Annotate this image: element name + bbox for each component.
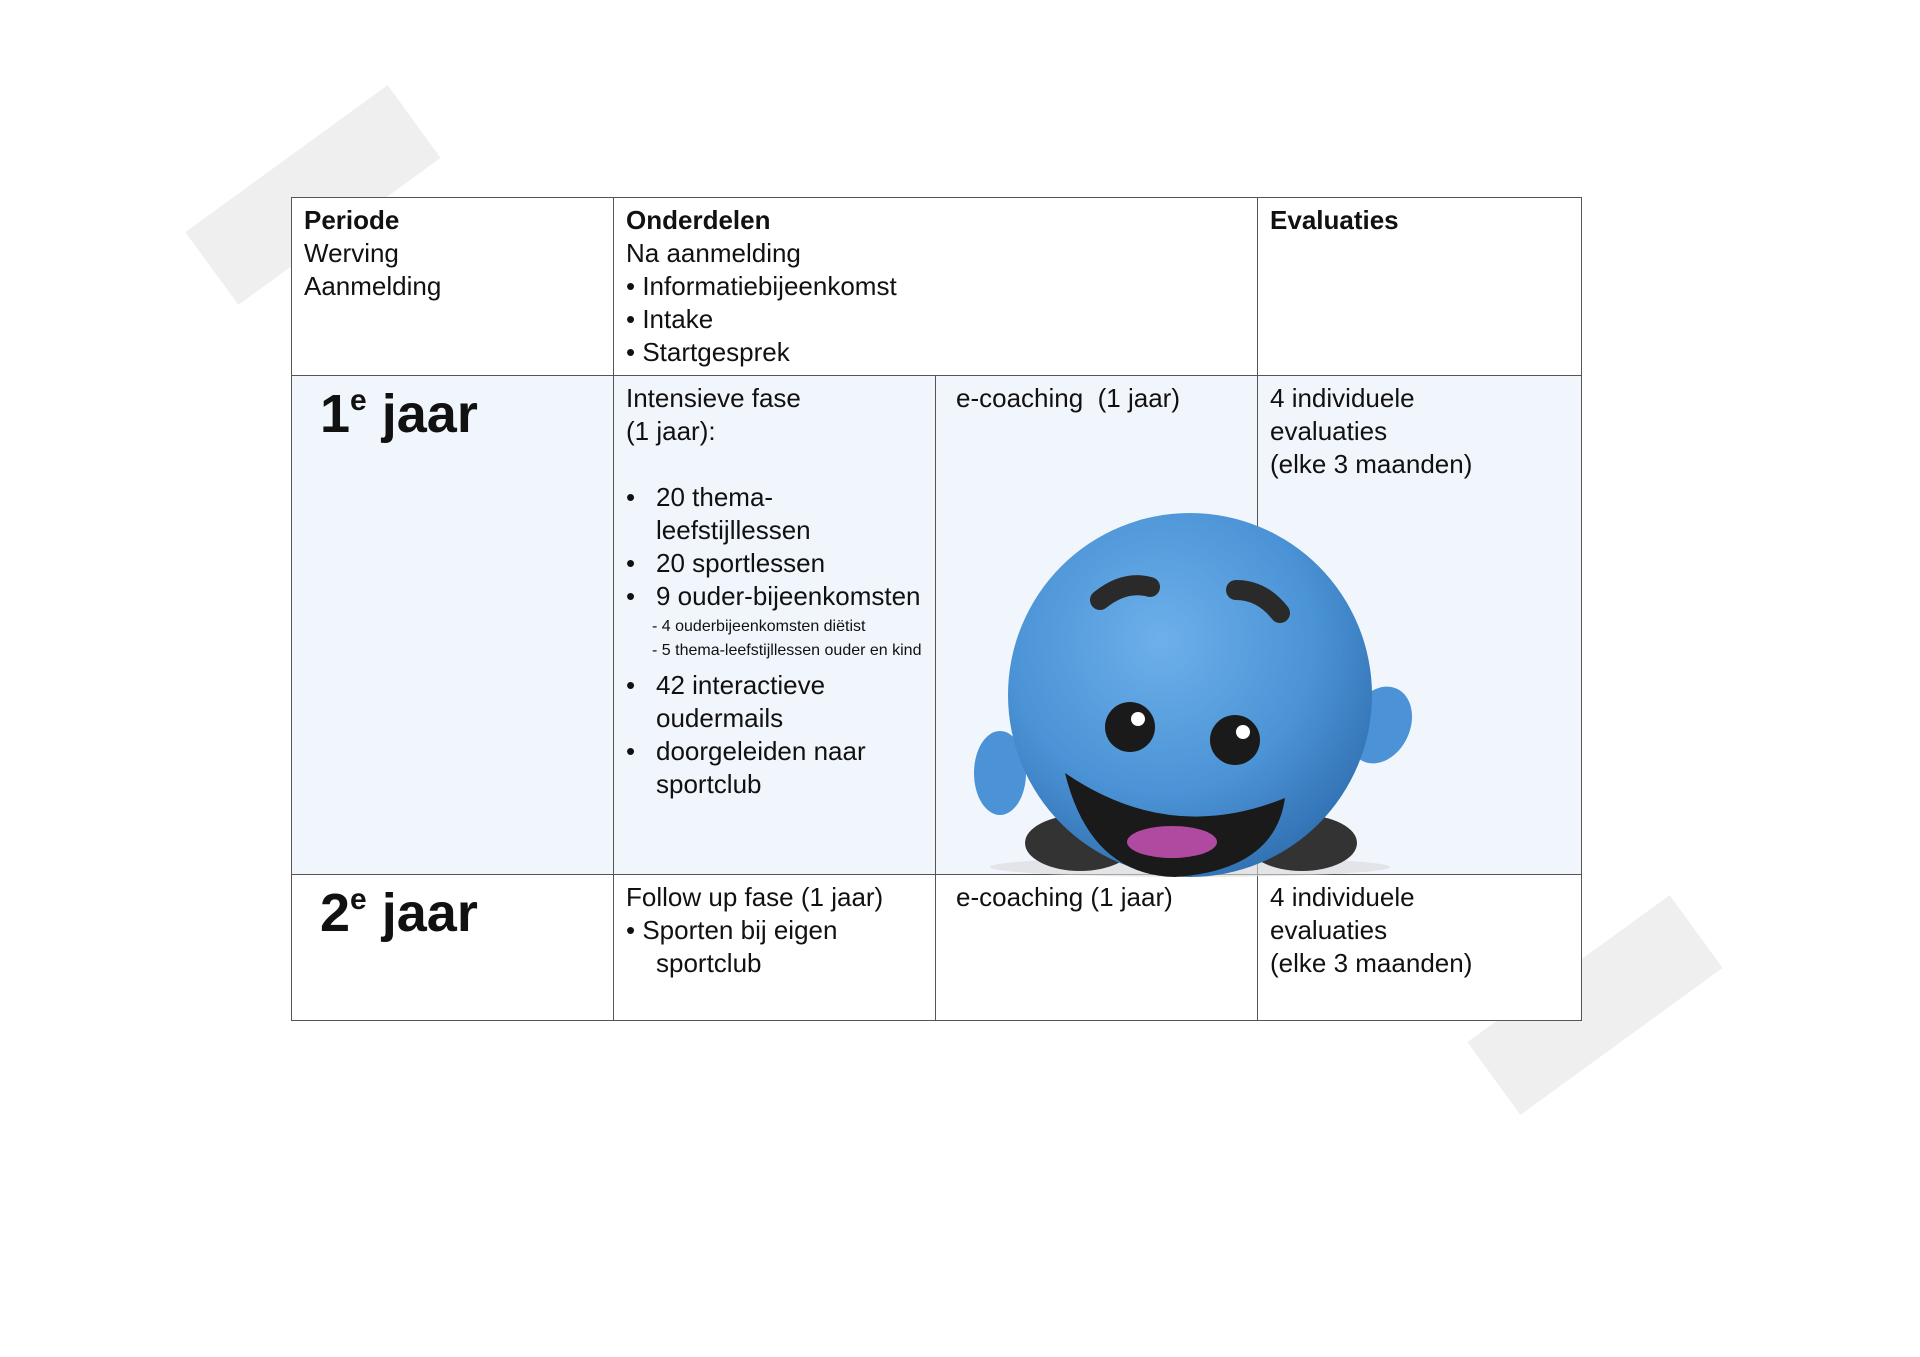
list-item: • 20 thema-leefstijllessen [626, 481, 923, 547]
eval-line: 4 individuele [1270, 383, 1415, 413]
year2-eval-cell [1258, 875, 1582, 1021]
year2-coaching-cell [936, 875, 1258, 1021]
onderdelen-list [626, 270, 1245, 369]
sub-item: - 4 ouderbijeenkomsten diëtist [652, 618, 866, 635]
onderdelen-title: Onderdelen [626, 205, 771, 235]
mascot-eye-left [1105, 702, 1155, 752]
evaluaties-title: Evaluaties [1270, 205, 1399, 235]
list-item-continuation: sportclub [656, 948, 762, 978]
eval-line: 4 individuele [1270, 882, 1415, 912]
year2-label: 2e jaar [320, 883, 478, 943]
eval-line: (elke 3 maanden) [1270, 449, 1473, 479]
year1-items-2 [626, 669, 923, 801]
year2-label-cell [292, 875, 614, 1021]
year1-label-cell [292, 376, 614, 875]
list-item: • 42 interactieve oudermails [626, 669, 923, 735]
eval-line: (elke 3 maanden) [1270, 948, 1473, 978]
periode-cell [292, 198, 614, 376]
list-item: • Informatiebijeenkomst [626, 270, 1245, 303]
year1-fase-cell [614, 376, 936, 875]
periode-title: Periode [304, 205, 400, 235]
eval-line: evaluaties [1270, 915, 1388, 945]
coaching-text: e-coaching (1 jaar) [956, 882, 1173, 912]
year1-items [626, 481, 923, 613]
mascot-tongue [1127, 826, 1217, 858]
onderdelen-intro: Na aanmelding [626, 238, 801, 268]
list-item: • doorgeleiden naar sportclub [626, 735, 923, 801]
mascot-eye-right [1210, 715, 1260, 765]
header-row [292, 198, 1582, 376]
year1-label: 1e jaar [320, 384, 478, 444]
periode-line: Aanmelding [304, 271, 442, 301]
periode-line: Werving [304, 238, 399, 268]
list-item: • 9 ouder-bijeenkomsten [626, 580, 923, 613]
list-item: • 20 sportlessen [626, 547, 923, 580]
year1-subitems [626, 615, 923, 663]
year2-fase-cell [614, 875, 936, 1021]
mascot-image [940, 505, 1440, 885]
eval-line: evaluaties [1270, 416, 1388, 446]
fase-line: Intensieve fase [626, 383, 801, 413]
sub-item: - 5 thema-leefstijllessen ouder en kind [652, 642, 922, 659]
list-item: • Intake [626, 303, 1245, 336]
fase-line: (1 jaar): [626, 416, 716, 446]
evaluaties-cell [1258, 198, 1582, 376]
list-item: • Sporten bij eigen [626, 915, 838, 945]
coaching-text: e-coaching (1 jaar) [956, 383, 1180, 413]
year2-row [292, 875, 1582, 1021]
fase-line: Follow up fase (1 jaar) [626, 882, 884, 912]
list-item: • Startgesprek [626, 336, 1245, 369]
onderdelen-cell [614, 198, 1258, 376]
